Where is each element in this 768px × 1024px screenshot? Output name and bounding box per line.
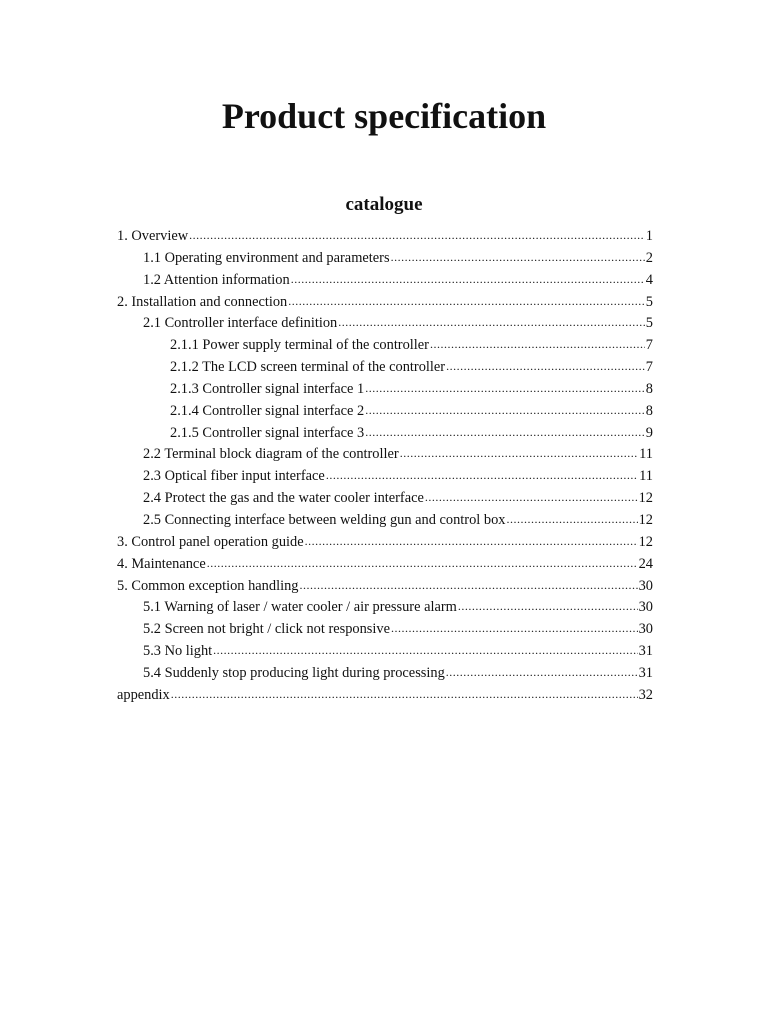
toc-dot-leader (326, 465, 638, 487)
toc-entry-label: 2.3 Optical fiber input interface (143, 468, 325, 485)
toc-entry-label: 3. Control panel operation guide (117, 533, 304, 550)
toc-entry[interactable] (117, 532, 653, 554)
toc-entry[interactable] (117, 554, 653, 576)
toc-entry-page-number: 11 (639, 468, 653, 485)
toc-entry[interactable] (117, 226, 653, 248)
toc-entry[interactable] (117, 685, 653, 707)
toc-dot-leader (391, 618, 638, 640)
toc-dot-leader (365, 422, 645, 444)
toc-dot-leader (400, 443, 638, 465)
toc-entry-page-number: 5 (645, 315, 653, 332)
toc-entry-page-number: 4 (645, 271, 653, 288)
toc-dot-leader (506, 509, 637, 531)
toc-entry-page-number: 32 (638, 686, 653, 703)
toc-entry[interactable] (117, 379, 653, 401)
toc-entry-page-number: 8 (645, 402, 653, 419)
toc-entry-label: 5.1 Warning of laser / water cooler / air pressure alarm (143, 599, 457, 616)
toc-entry-label: 2.1.2 The LCD screen terminal of the controller (170, 359, 446, 376)
toc-entry-label: 5.4 Suddenly stop producing light during processing (143, 664, 445, 681)
toc-entry[interactable] (117, 401, 653, 423)
toc-dot-leader (299, 575, 637, 597)
toc-entry-page-number: 7 (645, 359, 653, 376)
toc-entry[interactable] (117, 663, 653, 685)
toc-entry-label: 5.2 Screen not bright / click not responsive (143, 621, 390, 638)
toc-entry[interactable] (117, 270, 653, 292)
toc-entry-page-number: 8 (645, 380, 653, 397)
toc-entry-label: 2.4 Protect the gas and the water cooler interface (143, 490, 424, 507)
toc-entry-label: appendix (117, 686, 170, 703)
toc-entry-page-number: 30 (638, 599, 653, 616)
toc-entry[interactable] (117, 357, 653, 379)
toc-heading: catalogue (345, 194, 423, 215)
toc-entry-label: 2.1 Controller interface definition (143, 315, 338, 332)
toc-entry-label: 2.2 Terminal block diagram of the controller (143, 446, 399, 463)
toc-dot-leader (189, 225, 645, 247)
toc-entry-page-number: 1 (645, 228, 653, 244)
toc-entry[interactable] (117, 619, 653, 641)
toc-entry-label: 2.1.1 Power supply terminal of the controller (170, 337, 429, 354)
toc-entry-page-number: 2 (645, 249, 653, 266)
toc-entry-label: 5.3 No light (143, 643, 213, 660)
toc-entry-page-number: 30 (638, 621, 653, 638)
toc-dot-leader (458, 596, 638, 618)
toc-entry-label: 5. Common exception handling (117, 577, 299, 594)
toc-entry-page-number: 12 (638, 533, 653, 550)
toc-entry[interactable] (117, 335, 653, 357)
toc-dot-leader (391, 247, 645, 269)
toc-entry[interactable] (117, 576, 653, 598)
toc-entry-page-number: 31 (638, 664, 653, 681)
toc-entry[interactable] (117, 597, 653, 619)
toc-entry[interactable] (117, 313, 653, 335)
toc-dot-leader (425, 487, 638, 509)
toc-entry-page-number: 31 (638, 643, 653, 660)
toc-entry[interactable] (117, 641, 653, 663)
toc-entry[interactable] (117, 488, 653, 510)
toc-entry[interactable] (117, 466, 653, 488)
toc-entry-label: 4. Maintenance (117, 555, 206, 572)
toc-entry-label: 1.2 Attention information (143, 271, 290, 288)
toc-entry[interactable] (117, 423, 653, 445)
toc-entry-label: 2.1.5 Controller signal interface 3 (170, 424, 365, 441)
toc-entry-page-number: 11 (639, 446, 653, 463)
toc-entry-page-number: 9 (645, 424, 653, 441)
table-of-contents (117, 226, 653, 707)
toc-dot-leader (207, 553, 638, 575)
toc-entry-label: 2.1.4 Controller signal interface 2 (170, 402, 365, 419)
toc-entry-page-number: 30 (638, 577, 653, 594)
toc-entry[interactable] (117, 444, 653, 466)
toc-dot-leader (338, 312, 645, 334)
toc-dot-leader (446, 356, 645, 378)
toc-entry-page-number: 7 (645, 337, 653, 354)
toc-dot-leader (171, 684, 638, 706)
toc-entry-page-number: 12 (638, 511, 653, 528)
toc-entry-page-number: 24 (638, 555, 653, 572)
toc-entry[interactable] (117, 292, 653, 314)
toc-entry-label: 2. Installation and connection (117, 293, 288, 310)
toc-entry-label: 1. Overview (117, 228, 189, 244)
toc-dot-leader (430, 334, 645, 356)
toc-entry-page-number: 12 (638, 490, 653, 507)
toc-entry-page-number: 5 (645, 293, 653, 310)
toc-dot-leader (365, 400, 645, 422)
toc-entry-label: 1.1 Operating environment and parameters (143, 249, 390, 266)
toc-dot-leader (446, 662, 638, 684)
toc-dot-leader (213, 640, 637, 662)
toc-entry[interactable] (117, 248, 653, 270)
toc-entry[interactable] (117, 510, 653, 532)
toc-dot-leader (365, 378, 645, 400)
toc-dot-leader (288, 291, 645, 313)
toc-dot-leader (305, 531, 638, 553)
page-title: Product specification (221, 96, 547, 136)
toc-entry-label: 2.1.3 Controller signal interface 1 (170, 380, 365, 397)
toc-dot-leader (291, 269, 645, 291)
toc-entry-label: 2.5 Connecting interface between welding gun and control box (143, 511, 506, 528)
